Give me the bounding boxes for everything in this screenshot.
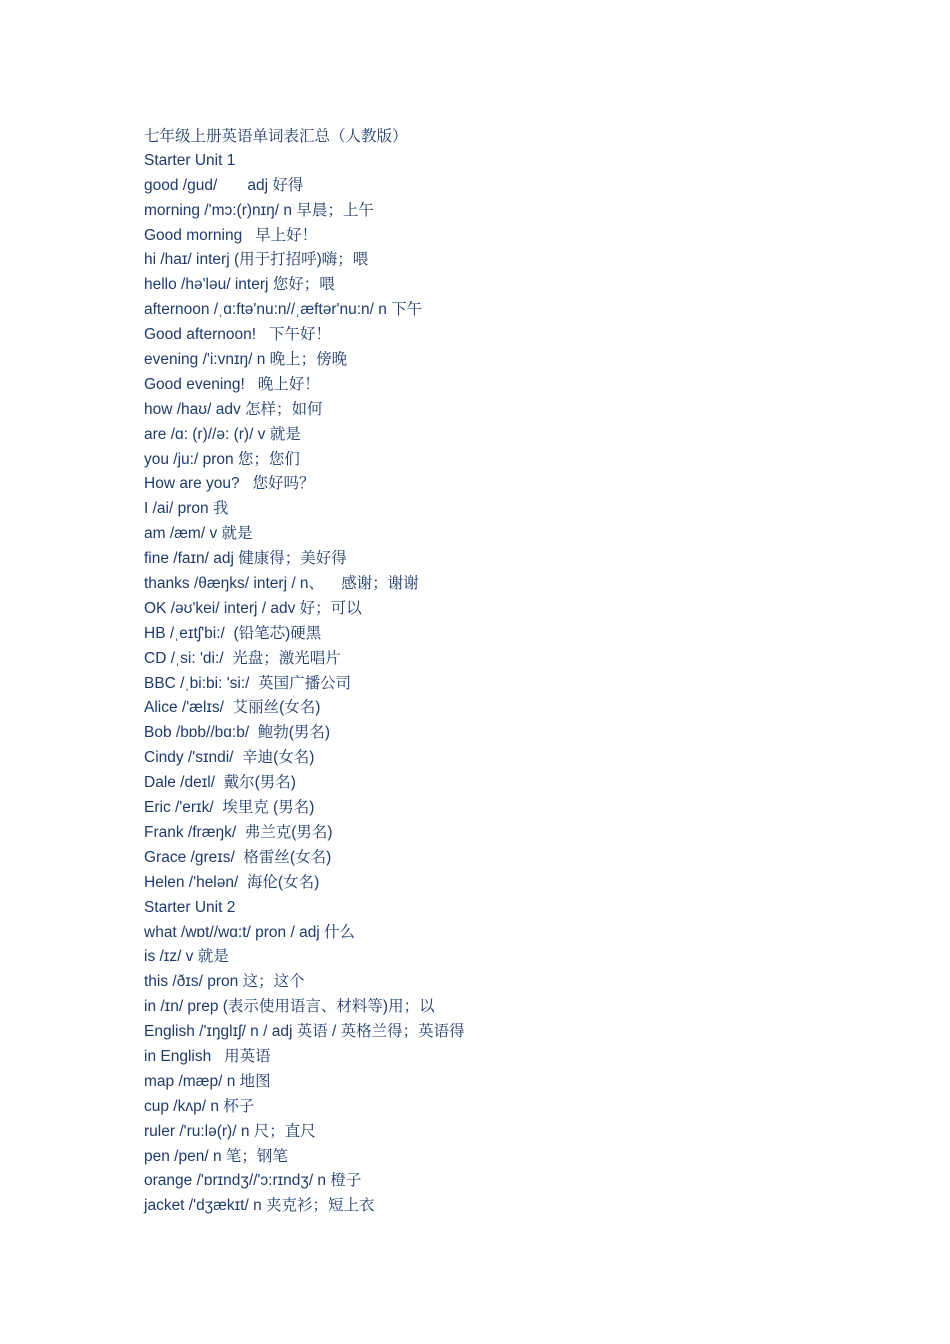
word-entry: Cindy /'sɪndi/ 辛迪(女名) bbox=[144, 749, 315, 767]
word-entry: pen /pen/ n 笔；钢笔 bbox=[144, 1147, 288, 1165]
word-entry: Frank /fræŋk/ 弗兰克(男名) bbox=[144, 823, 333, 841]
section-heading: Starter Unit 1 bbox=[144, 151, 236, 169]
word-entry: Bob /bɒb//bɑ:b/ 鲍勃(男名) bbox=[144, 724, 331, 742]
document-title: 七年级上册英语单词表汇总（人教版） bbox=[144, 127, 408, 145]
word-entry: what /wɒt//wɑ:t/ pron / adj 什么 bbox=[144, 923, 356, 941]
word-entry: Good morning 早上好！ bbox=[144, 226, 318, 244]
word-entry: ruler /'ru:lə(r)/ n 尺；直尺 bbox=[144, 1122, 316, 1140]
word-entry: good /gud/ adj 好得 bbox=[144, 176, 304, 194]
word-entry: Good afternoon! 下午好！ bbox=[144, 326, 331, 344]
word-entry: BBC /ˌbi:bi: 'si:/ 英国广播公司 bbox=[144, 674, 352, 692]
word-entry: I /ai/ pron 我 bbox=[144, 500, 229, 518]
word-entry: morning /'mɔ:(r)nɪŋ/ n 早晨；上午 bbox=[144, 201, 374, 219]
word-entry: thanks /θæŋks/ interj / n、 感谢；谢谢 bbox=[144, 575, 419, 593]
word-entry: you /ju:/ pron 您；您们 bbox=[144, 450, 300, 468]
word-entry: Eric /'erɪk/ 埃里克 (男名) bbox=[144, 799, 315, 817]
word-entry: Alice /'ælɪs/ 艾丽丝(女名) bbox=[144, 699, 321, 717]
word-entry: afternoon /ˌɑ:ftə'nu:n//ˌæftər'nu:n/ n 下午 bbox=[144, 301, 423, 319]
word-entry: OK /əʊ'kei/ interj / adv 好；可以 bbox=[144, 599, 362, 617]
word-entry: how /haʊ/ adv 怎样；如何 bbox=[144, 400, 323, 418]
word-entry: hello /hə'ləu/ interj 您好；喂 bbox=[144, 276, 335, 294]
word-entry: Grace /greɪs/ 格雷丝(女名) bbox=[144, 848, 332, 866]
word-entry: are /ɑ: (r)//ə: (r)/ v 就是 bbox=[144, 425, 301, 443]
word-entry: fine /faɪn/ adj 健康得；美好得 bbox=[144, 550, 347, 568]
word-entry: jacket /'dʒækɪt/ n 夹克衫；短上衣 bbox=[144, 1197, 375, 1215]
word-entry: am /æm/ v 就是 bbox=[144, 525, 253, 543]
word-entry: CD /ˌsi: 'di:/ 光盘；激光唱片 bbox=[144, 649, 341, 667]
word-entry: evening /'i:vnɪŋ/ n 晚上；傍晚 bbox=[144, 351, 348, 369]
word-entry: orange /'ɒrɪndʒ//'ɔ:rɪndʒ/ n 橙子 bbox=[144, 1172, 362, 1190]
section-heading: Starter Unit 2 bbox=[144, 898, 236, 916]
word-entry: English /'ɪŋglɪʃ/ n / adj 英语 / 英格兰得；英语得 bbox=[144, 1023, 465, 1041]
word-entry: Helen /'helən/ 海伦(女名) bbox=[144, 873, 320, 891]
word-entry: map /mæp/ n 地图 bbox=[144, 1072, 271, 1090]
word-entry: is /ɪz/ v 就是 bbox=[144, 948, 229, 966]
word-entry: hi /haɪ/ interj (用于打招呼)嗨；喂 bbox=[144, 251, 369, 269]
word-entry: in /ɪn/ prep (表示使用语言、材料等)用；以 bbox=[144, 998, 435, 1016]
word-entry: cup /kʌp/ n 杯子 bbox=[144, 1097, 255, 1115]
word-entry: this /ðɪs/ pron 这；这个 bbox=[144, 973, 305, 991]
word-entry: How are you? 您好吗？ bbox=[144, 475, 315, 493]
word-entry: in English 用英语 bbox=[144, 1047, 271, 1065]
word-entry: Good evening! 晚上好！ bbox=[144, 375, 320, 393]
word-entry: HB /ˌeɪtʃ'bi:/ (铅笔芯)硬黑 bbox=[144, 624, 322, 642]
word-entry: Dale /deɪl/ 戴尔(男名) bbox=[144, 774, 296, 792]
word-list bbox=[144, 124, 904, 1219]
